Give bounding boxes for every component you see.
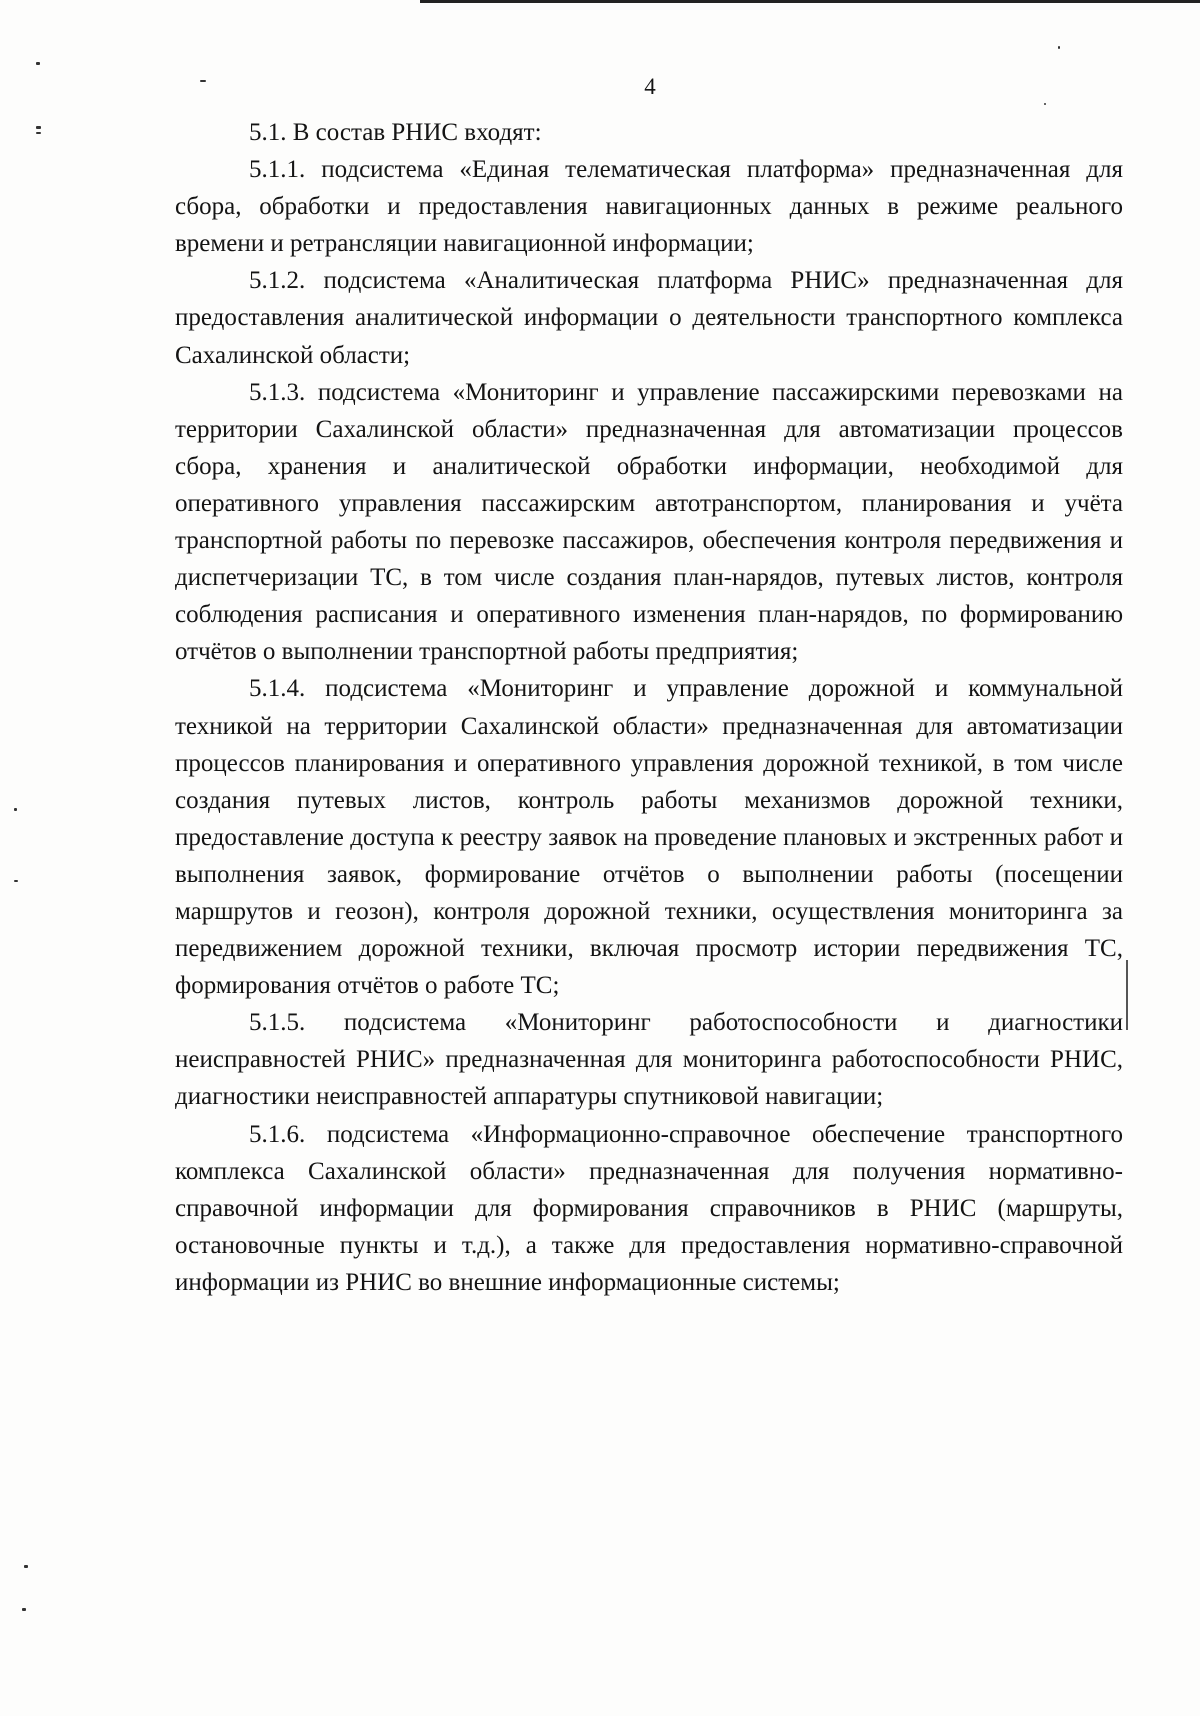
paragraph-5-1-5: 5.1.5. подсистема «Мониторинг работоспособности и диагностики неисправностей РНИС» предназначенная для мониторинга работоспособности РНИС, диагностики неисправностей аппаратуры спутниковой навигации; [175, 1009, 1123, 1111]
scan-speck [36, 62, 40, 65]
paragraph-5-1: 5.1. В состав РНИС входят: [249, 119, 542, 146]
paragraph-5-1-2: 5.1.2. подсистема «Аналитическая платформа РНИС» предназначенная для предоставления аналитической информации о деятельности транспортного комплекса Сахалинской области; [175, 267, 1123, 369]
scan-speck [22, 1608, 26, 1611]
scan-speck [1058, 46, 1060, 49]
page-number: 4 [644, 74, 656, 99]
scan-speck [24, 1565, 28, 1568]
document-body [175, 114, 1123, 1301]
paragraph-5-1-4: 5.1.4. подсистема «Мониторинг и управление дорожной и коммунальной техникой на территории Сахалинской области» предназначенная для автоматизации процессов планирования и оперативного управления дорожной техникой, в том числе создания путевых листов, контроль работы механизмов дорожной техники, предоставление доступа к реестру заявок на проведение плановых и экстренных работ и выполнения заявок, формирование отчётов о выполнении работы (посещении маршрутов и геозон), контроля дорожной техники, осуществления мониторинга за передвижением дорожной техники, включая просмотр истории передвижения ТС, формирования отчётов о работе ТС; [175, 675, 1123, 1000]
paragraph-5-1-3: 5.1.3. подсистема «Мониторинг и управление пассажирскими перевозками на территории Сахалинской области» предназначенная для автоматизации процессов сбора, хранения и аналитической обработки информации, необходимой для оперативного управления пассажирским автотранспортом, планирования и учёта транспортной работы по перевозке пассажиров, обеспечения контроля передвижения и диспетчеризации ТС, в том числе создания план-нарядов, путевых листов, контроля соблюдения расписания и оперативного изменения план-нарядов, по формированию отчётов о выполнении транспортной работы предприятия; [175, 378, 1123, 666]
scan-speck [14, 808, 17, 811]
paragraph-5-1-6: 5.1.6. подсистема «Информационно-справочное обеспечение транспортного комплекса Сахалинской области» предназначенная для получения нормативно-справочной информации для формирования справочников в РНИС (маршруты, остановочные пункты и т.д.), а также для предоставления нормативно-справочной информации из РНИС во внешние информационные системы; [175, 1120, 1123, 1296]
scan-speck [36, 132, 41, 134]
paragraph-5-1-1: 5.1.1. подсистема «Единая телематическая платформа» предназначенная для сбора, обработки и предоставления навигационных данных в режиме реального времени и ретрансляции навигационной информации; [175, 156, 1123, 258]
scan-speck [1044, 103, 1046, 105]
scan-speck [14, 880, 18, 882]
scan-speck [36, 126, 41, 129]
scan-margin-mark [1126, 960, 1128, 1030]
scan-edge-line [420, 0, 1200, 3]
